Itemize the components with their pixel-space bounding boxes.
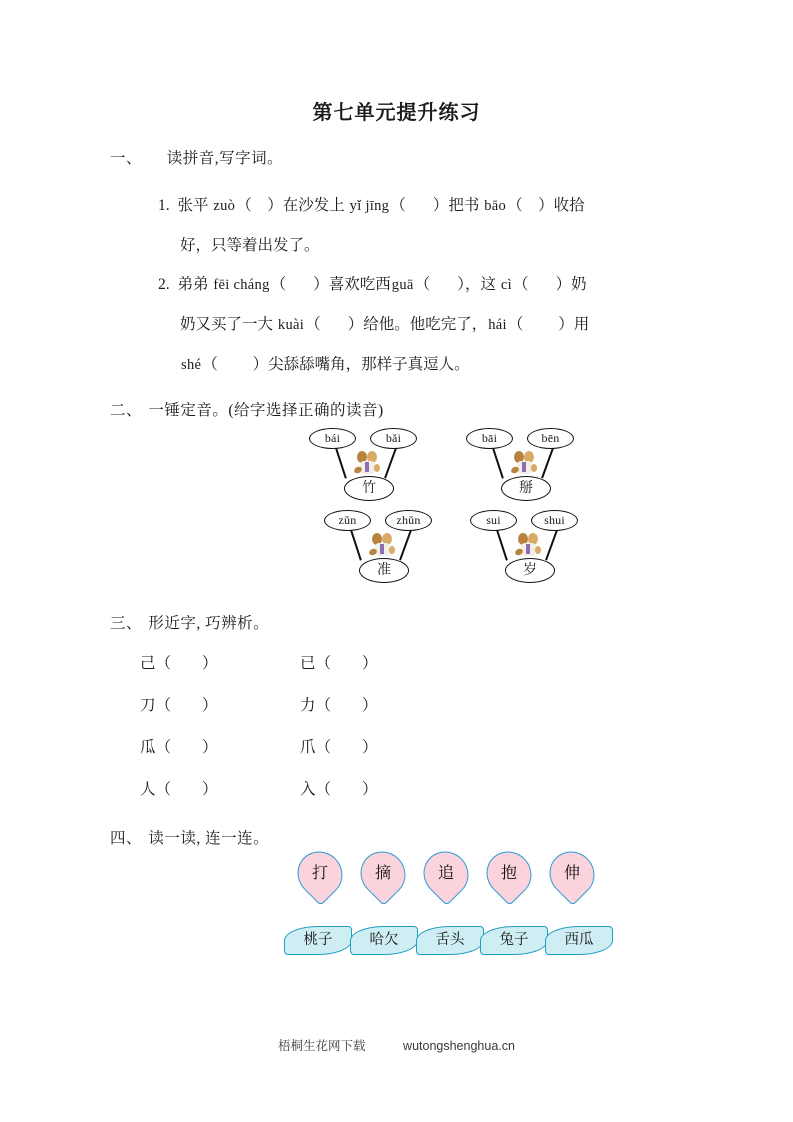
section-heading-3	[110, 611, 269, 633]
pinyin-choice-group	[322, 510, 446, 590]
sentence-text: 在沙发上	[282, 197, 349, 214]
pinyin-hint: yǐ jīng	[349, 198, 390, 214]
target-character: 掰	[501, 476, 551, 501]
page-title: 第七单元提升练习	[312, 102, 481, 124]
pinyin-hint: cì	[500, 277, 512, 293]
verb-card-label: 追	[437, 865, 454, 882]
pinyin-hint: hái	[488, 317, 507, 333]
question-line	[158, 265, 758, 305]
character-pair-cell	[140, 769, 300, 811]
answer-blank[interactable]	[513, 276, 571, 293]
target-character: 竹	[344, 476, 394, 501]
pinyin-option-left[interactable]: zǔn	[324, 510, 371, 531]
verb-card[interactable]	[351, 842, 415, 906]
question-index: 1.	[158, 197, 174, 214]
page-footer	[0, 1036, 793, 1054]
sentence-text: ，这	[465, 276, 500, 293]
footer-site-name: 梧桐生花网下载	[278, 1039, 366, 1053]
pinyin-option-right[interactable]: bǎi	[370, 428, 417, 449]
verb-card-label: 伸	[563, 865, 580, 882]
noun-card[interactable]: 兔子	[480, 926, 548, 955]
section-title-3: 形近字, 巧辨析。	[148, 615, 270, 632]
section-heading-2	[110, 398, 384, 420]
section-number-4: 四、	[110, 830, 143, 847]
character-label: 己	[140, 655, 156, 672]
answer-blank[interactable]	[202, 356, 268, 373]
pinyin-hint: shé	[181, 357, 202, 373]
sentence-text: 喜欢吃西	[328, 276, 391, 293]
noun-card[interactable]: 哈欠	[350, 926, 418, 955]
answer-blank[interactable]	[156, 697, 218, 714]
connector-line-right	[545, 530, 557, 561]
character-pair-row	[140, 769, 460, 811]
verb-card[interactable]	[477, 842, 541, 906]
character-pair-cell	[140, 643, 300, 685]
connector-line-left	[335, 448, 346, 479]
connector-line-left	[496, 530, 507, 561]
answer-blank[interactable]	[156, 781, 218, 798]
noun-card[interactable]: 桃子	[284, 926, 352, 955]
verb-card[interactable]	[414, 842, 478, 906]
sentence-text: 把书	[448, 197, 484, 214]
character-pair-row	[140, 727, 460, 769]
sentence-text: 好，只等着出发了。	[180, 237, 320, 254]
connector-line-left	[492, 448, 503, 479]
section-heading-4	[110, 826, 269, 848]
character-pair-cell	[300, 643, 460, 685]
pinyin-option-right[interactable]: zhǔn	[385, 510, 432, 531]
pinyin-hint: guā	[391, 277, 414, 293]
pinyin-choice-group	[464, 428, 588, 508]
answer-blank[interactable]	[156, 739, 218, 756]
similar-character-table	[140, 643, 460, 811]
noun-card[interactable]: 西瓜	[545, 926, 613, 955]
verb-card-label: 打	[311, 865, 328, 882]
character-pair-cell	[300, 685, 460, 727]
sentence-text: 尖舔舔嘴角，那样子真逗人。	[268, 356, 470, 373]
pinyin-option-right[interactable]: shui	[531, 510, 578, 531]
verb-card[interactable]	[540, 842, 604, 906]
answer-blank[interactable]	[316, 781, 378, 798]
pinyin-hint: kuài	[277, 317, 305, 333]
character-pair-cell	[140, 727, 300, 769]
pinyin-choice-group	[468, 510, 592, 590]
verb-card[interactable]	[288, 842, 352, 906]
question-line	[158, 226, 758, 265]
section-number-3: 三、	[110, 615, 143, 632]
character-pair-row	[140, 685, 460, 727]
pinyin-option-left[interactable]: bái	[309, 428, 356, 449]
pinyin-hint: zuò	[213, 198, 236, 214]
character-label: 人	[140, 781, 156, 798]
section-1-questions	[158, 186, 758, 385]
character-label: 爪	[300, 739, 316, 756]
pinyin-choice-diagrams	[0, 428, 793, 588]
section-number-1: 一、	[110, 150, 143, 167]
answer-blank[interactable]	[236, 197, 283, 214]
answer-blank[interactable]	[507, 197, 554, 214]
verb-card-label: 抱	[500, 865, 517, 882]
answer-blank[interactable]	[415, 276, 465, 293]
sentence-text: 收拾	[553, 197, 585, 214]
answer-blank[interactable]	[305, 316, 363, 333]
target-character: 岁	[505, 558, 555, 583]
pinyin-choice-group	[307, 428, 431, 508]
connector-line-right	[541, 448, 553, 479]
pinyin-option-left[interactable]: bāi	[466, 428, 513, 449]
character-pair-cell	[300, 727, 460, 769]
character-pair-cell	[140, 685, 300, 727]
section-title-1: 读拼音,写字词。	[166, 150, 284, 167]
answer-blank[interactable]	[316, 655, 378, 672]
section-number-2: 二、	[110, 402, 143, 419]
connector-line-right	[399, 530, 411, 561]
character-label: 刀	[140, 697, 156, 714]
sentence-text: 奶又买了一大	[180, 316, 277, 333]
answer-blank[interactable]	[156, 655, 218, 672]
character-label: 瓜	[140, 739, 156, 756]
character-pair-cell	[300, 769, 460, 811]
sentence-text: 张平	[177, 197, 213, 214]
character-pair-row	[140, 643, 460, 685]
sentence-text: 给他。他吃完了，	[363, 316, 488, 333]
answer-blank[interactable]	[508, 316, 574, 333]
noun-card[interactable]: 舌头	[416, 926, 484, 955]
connector-line-right	[384, 448, 396, 479]
section-title-4: 读一读, 连一连。	[148, 830, 270, 847]
answer-blank[interactable]	[316, 739, 378, 756]
question-index: 2.	[158, 276, 174, 293]
section-heading-1	[110, 146, 283, 168]
answer-blank[interactable]	[316, 697, 378, 714]
pinyin-hint: fēi cháng	[213, 277, 270, 293]
character-label: 入	[300, 781, 316, 798]
verb-card-label: 摘	[374, 865, 391, 882]
question-line	[158, 345, 758, 385]
section-title-2: 一锤定音。(给字选择正确的读音)	[148, 402, 384, 419]
answer-blank[interactable]	[271, 276, 329, 293]
question-line	[158, 186, 758, 226]
connector-line-left	[350, 530, 361, 561]
answer-blank[interactable]	[390, 197, 448, 214]
question-line	[158, 305, 758, 345]
character-label: 力	[300, 697, 316, 714]
pinyin-hint: bāo	[484, 198, 507, 214]
character-label: 已	[300, 655, 316, 672]
target-character: 准	[359, 558, 409, 583]
sentence-text: 奶	[571, 276, 587, 293]
footer-site-url: wutongshenghua.cn	[403, 1039, 515, 1053]
pinyin-option-right[interactable]: bēn	[527, 428, 574, 449]
sentence-text: 用	[573, 316, 590, 333]
sentence-text: 弟弟	[177, 276, 213, 293]
matching-exercise	[0, 852, 793, 972]
pinyin-option-left[interactable]: sui	[470, 510, 517, 531]
